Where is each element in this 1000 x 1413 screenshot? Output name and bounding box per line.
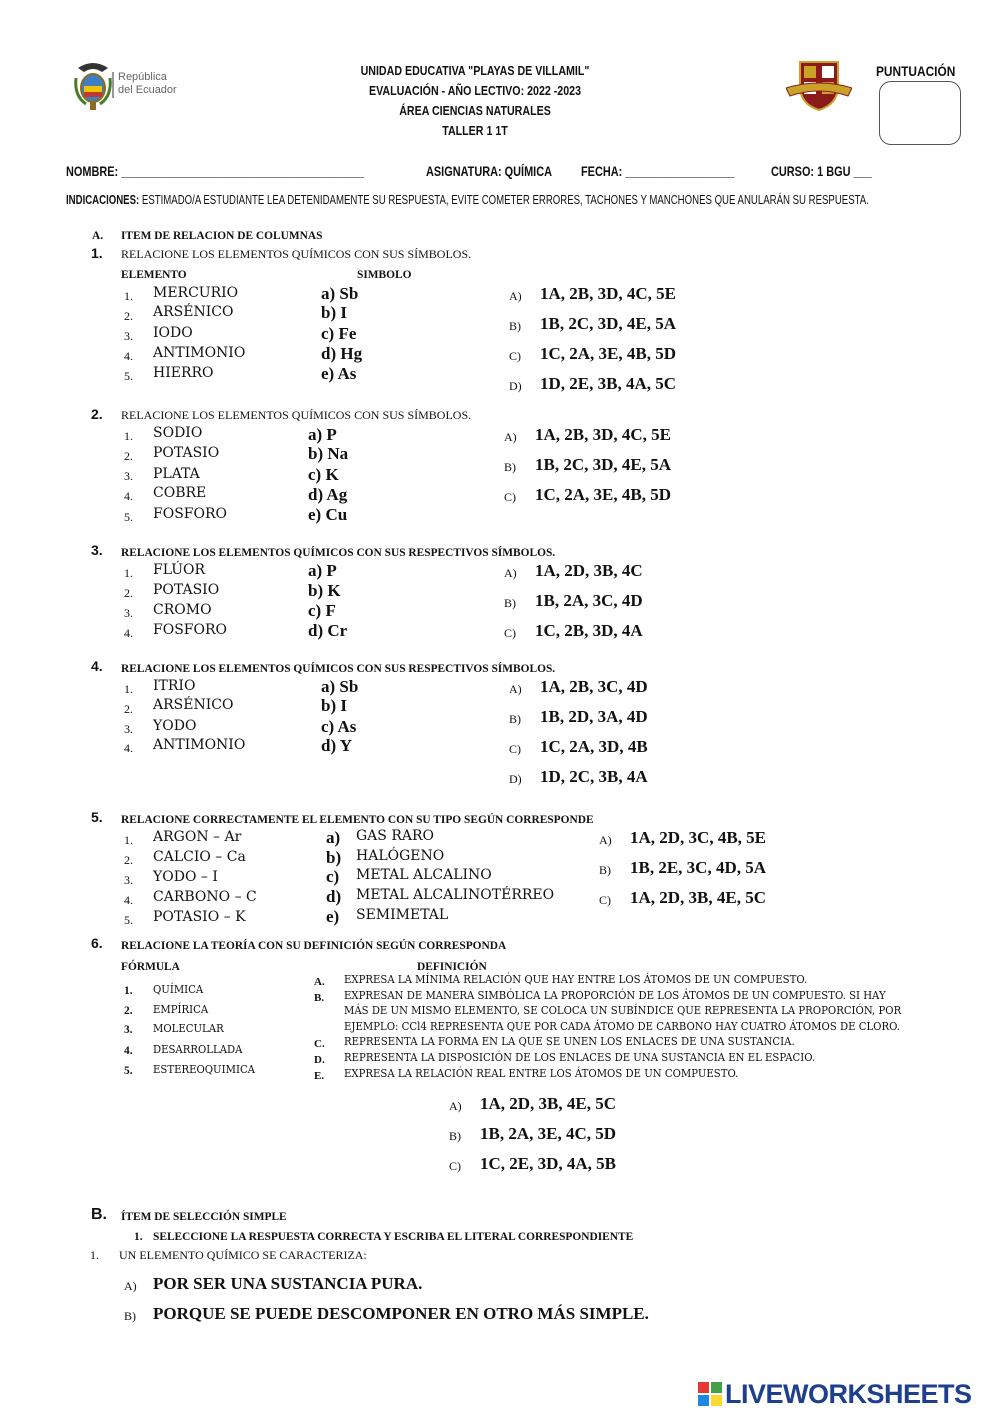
section-b-option-letter: B)	[124, 1309, 136, 1323]
q2-el-text: FOSFORO	[153, 506, 227, 522]
q1-symbol: e) As	[321, 364, 357, 383]
q3-el-text: POTASIO	[153, 582, 220, 598]
q5-option-letter: C)	[599, 893, 611, 907]
science-area: ÁREA CIENCIAS NATURALES	[399, 103, 551, 118]
q5-option-text: 1A, 2D, 3B, 4E, 5C	[630, 888, 767, 907]
q6-def-text: REPRESENTA LA FORMA EN LA QUE SE UNEN LOS ENLACES DE UNA SUSTANCIA.	[344, 1035, 795, 1048]
q1-number: 1.	[91, 245, 103, 261]
q6-def-letter: E.	[314, 1070, 325, 1082]
q3-el-num: 2.	[124, 586, 133, 600]
q4-option-letter: A)	[509, 682, 522, 696]
q6-number: 6.	[91, 935, 103, 951]
q3-option-text: 1B, 2A, 3C, 4D	[535, 591, 643, 610]
q2-number: 2.	[91, 406, 103, 422]
instructions-text: ESTIMADO/A ESTUDIANTE LEA DETENIDAMENTE SU RESPUESTA, EVITE COMETER ERRORES, TACHONES Y MANCHONES QUE ANULARÁN SU RESPUESTA.	[139, 192, 869, 207]
q5-option-letter: B)	[599, 863, 611, 877]
q3-symbol: b) K	[308, 581, 341, 600]
q1-option-text: 1A, 2B, 3D, 4C, 5E	[540, 284, 677, 303]
q5-type-text: METAL ALCALINO	[356, 867, 492, 883]
q5-type-text: GAS RARO	[356, 828, 435, 844]
q2-el-num: 2.	[124, 449, 133, 463]
q1-el-num: 1.	[124, 289, 133, 303]
q6-formula-num: 5.	[124, 1063, 133, 1077]
q6-formula-text: DESARROLLADA	[153, 1043, 243, 1056]
q4-el-text: ANTIMONIO	[153, 737, 246, 753]
q1-el-num: 3.	[124, 329, 133, 343]
q4-symbol: b) I	[321, 696, 347, 715]
q2-symbol: d) Ag	[308, 485, 348, 504]
q3-el-num: 4.	[124, 626, 133, 640]
q1-el-num: 4.	[124, 349, 133, 363]
q6-option-letter: B)	[449, 1129, 461, 1143]
q6-def-letter: D.	[314, 1054, 325, 1066]
q1-symbol: a) Sb	[321, 284, 359, 303]
republic-line2: del Ecuador	[118, 84, 177, 96]
q2-symbol: e) Cu	[308, 505, 348, 524]
q4-el-num: 1.	[124, 682, 133, 696]
q5-el-text: ARGON – Ar	[153, 829, 242, 845]
q6-def-letter: B.	[314, 992, 325, 1004]
q5-type-letter: d)	[326, 887, 342, 906]
q2-symbol: c) K	[308, 465, 339, 484]
q3-el-num: 1.	[124, 566, 133, 580]
q5-el-num: 3.	[124, 873, 133, 887]
q1-option-text: 1C, 2A, 3E, 4B, 5D	[540, 344, 677, 363]
section-b-sub-title: SELECCIONE LA RESPUESTA CORRECTA Y ESCRIBA EL LITERAL CORRESPONDIENTE	[153, 1229, 634, 1243]
q3-symbol: a) P	[308, 561, 337, 580]
q2-el-text: POTASIO	[153, 445, 220, 461]
school-crest	[786, 58, 852, 112]
q6-formula-num: 1.	[124, 983, 133, 997]
q5-el-text: CALCIO – Ca	[153, 849, 246, 865]
q2-el-text: SODIO	[153, 425, 203, 441]
q5-el-num: 1.	[124, 833, 133, 847]
q6-formula-text: QUÍMICA	[153, 983, 204, 996]
section-b-option-text: PORQUE SE PUEDE DESCOMPONER EN OTRO MÁS SIMPLE.	[153, 1304, 649, 1323]
section-b-q-text: UN ELEMENTO QUÍMICO SE CARACTERIZA:	[119, 1248, 367, 1262]
q5-el-text: POTASIO – K	[153, 909, 246, 925]
ecuador-logo	[72, 58, 182, 112]
q6-formula-num: 3.	[124, 1022, 133, 1036]
liveworksheets-logo	[698, 1379, 994, 1409]
q3-option-letter: A)	[504, 566, 517, 580]
q5-prompt: RELACIONE CORRECTAMENTE EL ELEMENTO CON SU TIPO SEGÚN CORRESPONDE	[121, 812, 594, 826]
q5-el-text: CARBONO – C	[153, 889, 257, 905]
q1-el-text: IODO	[153, 325, 193, 341]
q2-option-letter: B)	[504, 460, 516, 474]
q6-def-text: MÁS DE UN MISMO ELEMENTO, SE COLOCA UN SUBÍNDICE QUE REPRESENTA LA PROPORCIÓN, POR	[344, 1004, 902, 1017]
q4-option-text: 1D, 2C, 3B, 4A	[540, 767, 648, 786]
workshop-title: TALLER 1 1T	[442, 123, 508, 138]
q5-type-letter: a)	[326, 828, 341, 847]
q2-prompt: RELACIONE LOS ELEMENTOS QUÍMICOS CON SUS SÍMBOLOS.	[121, 408, 472, 422]
section-b-option-letter: A)	[124, 1279, 137, 1293]
date-field[interactable]: FECHA: __________________	[581, 163, 735, 179]
q1-col-element: ELEMENTO	[121, 267, 187, 281]
q3-el-num: 3.	[124, 606, 133, 620]
q5-el-num: 2.	[124, 853, 133, 867]
subject-field: ASIGNATURA: QUÍMICA	[426, 163, 552, 179]
ecuador-coat-of-arms-icon	[72, 58, 114, 112]
q2-option-text: 1C, 2A, 3E, 4B, 5D	[535, 485, 672, 504]
q6-option-letter: A)	[449, 1099, 462, 1113]
section-b-title: ÍTEM DE SELECCIÓN SIMPLE	[121, 1209, 287, 1223]
q5-el-num: 5.	[124, 913, 133, 927]
q5-option-letter: A)	[599, 833, 612, 847]
section-b-sub-number: 1.	[134, 1229, 143, 1243]
q6-col-definition: DEFINICIÓN	[417, 959, 487, 973]
liveworksheets-brand: LIVEWORKSHEETS	[725, 1379, 972, 1409]
q4-symbol: a) Sb	[321, 677, 359, 696]
q4-symbol: d) Y	[321, 736, 353, 755]
q1-col-symbol: SIMBOLO	[357, 267, 412, 281]
instructions	[66, 192, 869, 207]
q2-el-text: PLATA	[153, 466, 200, 482]
q5-number: 5.	[91, 809, 103, 825]
q6-def-text: REPRESENTA LA DISPOSICIÓN DE LOS ENLACES DE UNA SUSTANCIA EN EL ESPACIO.	[344, 1051, 816, 1064]
q3-symbol: c) F	[308, 601, 336, 620]
q4-el-num: 2.	[124, 702, 133, 716]
q6-def-letter: A.	[314, 976, 325, 988]
q6-def-text: EXPRESAN DE MANERA SIMBÓLICA LA PROPORCIÓN DE LOS ÁTOMOS DE UN COMPUESTO. SI HAY	[344, 989, 886, 1002]
q2-symbol: a) P	[308, 425, 337, 444]
q5-el-num: 4.	[124, 893, 133, 907]
q2-symbol: b) Na	[308, 444, 349, 463]
q3-el-text: FLÚOR	[153, 562, 206, 578]
q1-option-letter: D)	[509, 379, 522, 393]
q4-prompt: RELACIONE LOS ELEMENTOS QUÍMICOS CON SUS RESPECTIVOS SÍMBOLOS.	[121, 661, 556, 675]
q1-prompt: RELACIONE LOS ELEMENTOS QUÍMICOS CON SUS SÍMBOLOS.	[121, 247, 472, 261]
q6-option-text: 1A, 2D, 3B, 4E, 5C	[480, 1094, 617, 1113]
q3-number: 3.	[91, 542, 103, 558]
q1-el-text: ARSÉNICO	[153, 304, 234, 320]
q3-option-text: 1A, 2D, 3B, 4C	[535, 561, 643, 580]
q1-el-num: 5.	[124, 369, 133, 383]
q1-el-text: MERCURIO	[153, 285, 239, 301]
q4-symbol: c) As	[321, 717, 357, 736]
q1-option-text: 1B, 2C, 3D, 4E, 5A	[540, 314, 677, 333]
q1-el-text: HIERRO	[153, 365, 214, 381]
q4-el-text: ITRIO	[153, 678, 196, 694]
q3-prompt: RELACIONE LOS ELEMENTOS QUÍMICOS CON SUS RESPECTIVOS SÍMBOLOS.	[121, 545, 556, 559]
q5-type-letter: b)	[326, 848, 342, 867]
school-crest-icon	[786, 58, 852, 112]
q4-option-letter: D)	[509, 772, 522, 786]
q3-el-text: CROMO	[153, 602, 212, 618]
q4-option-letter: B)	[509, 712, 521, 726]
score-box[interactable]	[879, 81, 961, 145]
course-field[interactable]: CURSO: 1 BGU ___	[771, 163, 872, 179]
q3-symbol: d) Cr	[308, 621, 348, 640]
q4-option-text: 1C, 2A, 3D, 4B	[540, 737, 648, 756]
q2-option-letter: C)	[504, 490, 516, 504]
q3-option-letter: C)	[504, 626, 516, 640]
q6-col-formula: FÓRMULA	[121, 959, 180, 973]
q5-option-text: 1B, 2E, 3C, 4D, 5A	[630, 858, 767, 877]
q4-el-num: 4.	[124, 741, 133, 755]
school-name: UNIDAD EDUCATIVA "PLAYAS DE VILLAMIL"	[360, 63, 590, 78]
q6-formula-num: 2.	[124, 1003, 133, 1017]
q1-option-letter: A)	[509, 289, 522, 303]
q4-option-text: 1B, 2D, 3A, 4D	[540, 707, 648, 726]
q4-option-text: 1A, 2B, 3C, 4D	[540, 677, 648, 696]
q2-option-text: 1B, 2C, 3D, 4E, 5A	[535, 455, 672, 474]
q1-el-num: 2.	[124, 309, 133, 323]
q5-option-text: 1A, 2D, 3C, 4B, 5E	[630, 828, 767, 847]
q4-el-text: ARSÉNICO	[153, 697, 234, 713]
section-b-q-number: 1.	[90, 1248, 99, 1262]
q1-symbol: c) Fe	[321, 324, 357, 343]
section-a-title: ITEM DE RELACION DE COLUMNAS	[121, 228, 323, 242]
q2-el-num: 4.	[124, 489, 133, 503]
q6-def-text: EXPRESA LA RELACIÓN REAL ENTRE LOS ÁTOMOS DE UN COMPUESTO.	[344, 1067, 739, 1080]
q5-el-text: YODO – I	[153, 869, 218, 885]
q6-formula-num: 4.	[124, 1043, 133, 1057]
q6-def-text: EXPRESA LA MÍNIMA RELACIÓN QUE HAY ENTRE LOS ÁTOMOS DE UN COMPUESTO.	[344, 973, 808, 986]
q2-el-text: COBRE	[153, 485, 207, 501]
q3-option-text: 1C, 2B, 3D, 4A	[535, 621, 643, 640]
q5-type-letter: e)	[326, 907, 340, 926]
liveworksheets-grid-icon	[698, 1382, 722, 1406]
q5-type-text: SEMIMETAL	[356, 907, 449, 923]
q1-option-letter: C)	[509, 349, 521, 363]
q3-option-letter: B)	[504, 596, 516, 610]
name-field[interactable]: NOMBRE: ________________________________________	[66, 163, 365, 179]
score-label: PUNTUACIÓN	[876, 63, 956, 79]
q2-el-num: 1.	[124, 429, 133, 443]
q4-number: 4.	[91, 658, 103, 674]
q4-el-num: 3.	[124, 722, 133, 736]
q6-formula-text: EMPÍRICA	[153, 1003, 209, 1016]
section-a-letter: A.	[92, 228, 104, 242]
section-b-option-text: POR SER UNA SUSTANCIA PURA.	[153, 1274, 423, 1293]
q1-symbol: d) Hg	[321, 344, 363, 363]
q6-prompt: RELACIONE LA TEORÍA CON SU DEFINICIÓN SEGÚN CORRESPONDA	[121, 938, 507, 952]
instructions-label: INDICACIONES:	[66, 192, 140, 207]
q3-el-text: FOSFORO	[153, 622, 227, 638]
q6-def-text: EJEMPLO: CCl4 REPRESENTA QUE POR CADA ÁTOMO DE CARBONO HAY CUATRO ÁTOMOS DE CLORO.	[344, 1020, 901, 1033]
q1-option-text: 1D, 2E, 3B, 4A, 5C	[540, 374, 677, 393]
section-b-letter: B.	[91, 1206, 107, 1223]
q6-def-letter: C.	[314, 1038, 325, 1050]
q1-symbol: b) I	[321, 303, 347, 322]
q2-el-num: 3.	[124, 469, 133, 483]
q6-option-text: 1C, 2E, 3D, 4A, 5B	[480, 1154, 617, 1173]
q2-option-text: 1A, 2B, 3D, 4C, 5E	[535, 425, 672, 444]
q4-el-text: YODO	[153, 718, 197, 734]
q6-formula-text: ESTEREOQUIMICA	[153, 1063, 256, 1076]
q1-el-text: ANTIMONIO	[153, 345, 246, 361]
q5-type-text: METAL ALCALINOTÉRREO	[356, 887, 555, 903]
q6-formula-text: MOLECULAR	[153, 1022, 224, 1035]
q4-option-letter: C)	[509, 742, 521, 756]
q5-type-text: HALÓGENO	[356, 848, 445, 864]
q2-el-num: 5.	[124, 510, 133, 524]
republic-line1: República	[118, 71, 167, 83]
q6-option-text: 1B, 2A, 3E, 4C, 5D	[480, 1124, 617, 1143]
evaluation-year: EVALUACIÓN - AÑO LECTIVO: 2022 -2023	[368, 83, 582, 98]
q6-option-letter: C)	[449, 1159, 461, 1173]
q5-type-letter: c)	[326, 867, 340, 886]
q2-option-letter: A)	[504, 430, 517, 444]
q1-option-letter: B)	[509, 319, 521, 333]
